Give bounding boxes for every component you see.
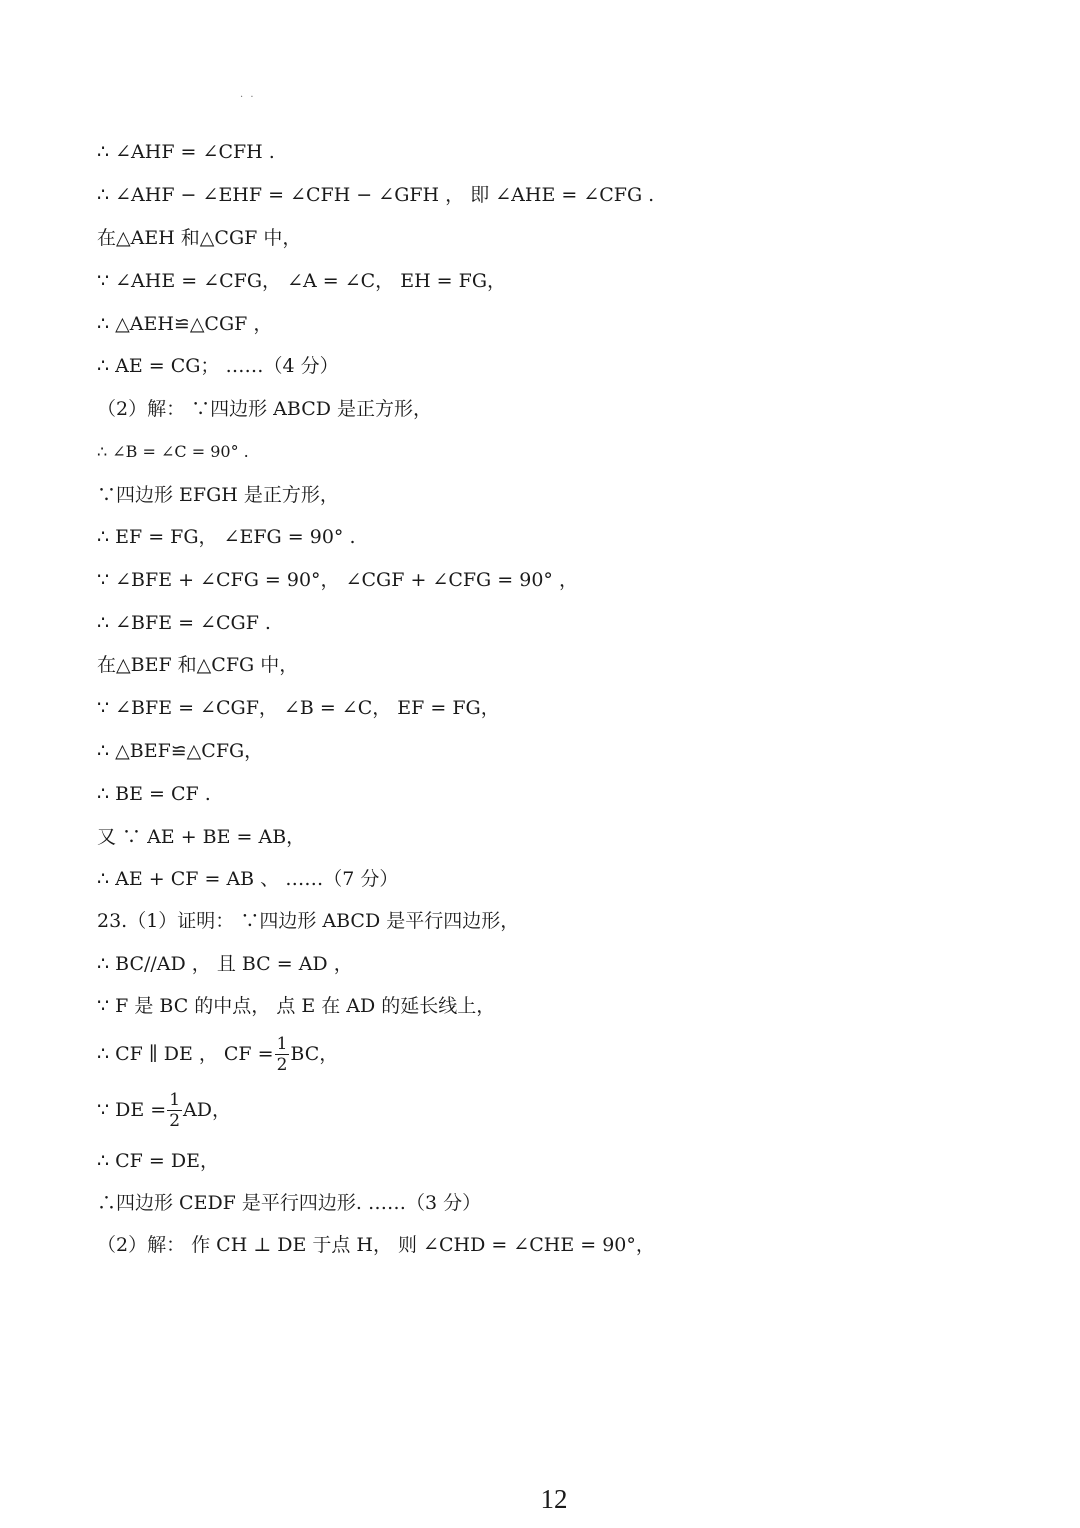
solution-line: ∵ ∠BFE = ∠CGF， ∠B = ∠C， EF = FG， bbox=[97, 697, 500, 719]
page-number: 12 bbox=[540, 1484, 568, 1514]
fraction-line-prefix: ∵ DE = bbox=[97, 1099, 167, 1121]
solution-line: 在△AEH 和△CGF 中， bbox=[97, 227, 302, 249]
solution-line: ∴四边形 CEDF 是平行四边形. ……（3 分） bbox=[97, 1192, 482, 1214]
solution-line: ∴ ∠AHF = ∠CFH . bbox=[97, 141, 275, 163]
solution-line: ∵ F 是 BC 的中点， 点 E 在 AD 的延长线上， bbox=[97, 995, 496, 1017]
solution-line-fraction bbox=[97, 1032, 338, 1076]
solution-line: （2）解： ∵四边形 ABCD 是正方形， bbox=[97, 398, 433, 420]
solution-line: ∴ BE = CF . bbox=[97, 783, 211, 805]
solution-line: （2）解： 作 CH ⊥ DE 于点 H， 则 ∠CHD = ∠CHE = 90°， bbox=[97, 1234, 655, 1256]
solution-line-fraction bbox=[97, 1088, 231, 1132]
fraction bbox=[275, 1034, 290, 1075]
solution-line: ∴ ∠AHF − ∠EHF = ∠CFH − ∠GFH ， 即 ∠AHE = ∠CFG . bbox=[97, 184, 655, 206]
fraction-line-suffix: BC， bbox=[290, 1043, 339, 1065]
solution-line: ∵ ∠BFE + ∠CFG = 90°， ∠CGF + ∠CFG = 90° ， bbox=[97, 569, 578, 591]
fraction-numerator: 1 bbox=[169, 1089, 181, 1110]
solution-line: ∴ CF = DE， bbox=[97, 1150, 219, 1172]
fraction-line-prefix: ∴ CF ∥ DE ， CF = bbox=[97, 1043, 274, 1065]
solution-line: ∴ △AEH≌△CGF ， bbox=[97, 313, 273, 335]
solution-line: ∵ ∠AHE = ∠CFG， ∠A = ∠C， EH = FG， bbox=[97, 270, 507, 292]
solution-line: ∴ BC//AD ， 且 BC = AD ， bbox=[97, 953, 353, 975]
fraction-denominator: 2 bbox=[276, 1054, 288, 1075]
solution-line: ∴ AE + CF = AB 、 ……（7 分） bbox=[97, 868, 399, 890]
solution-line: 在△BEF 和△CFG 中， bbox=[97, 654, 299, 676]
solution-line: ∴ EF = FG， ∠EFG = 90° . bbox=[97, 526, 356, 548]
fraction bbox=[167, 1090, 182, 1131]
solution-line: ∴ △BEF≌△CFG， bbox=[97, 740, 264, 762]
solution-line: 23.（1）证明： ∵四边形 ABCD 是平行四边形， bbox=[97, 910, 520, 932]
solution-line: ∴ AE = CG； ……（4 分） bbox=[97, 355, 339, 377]
fraction-line-suffix: AD， bbox=[183, 1099, 231, 1121]
scan-mark: · · bbox=[240, 92, 256, 103]
solution-line: ∴ ∠BFE = ∠CGF . bbox=[97, 612, 271, 634]
solution-line: ∵四边形 EFGH 是正方形， bbox=[97, 484, 339, 506]
fraction-denominator: 2 bbox=[169, 1110, 181, 1131]
solution-line: 又 ∵ AE + BE = AB， bbox=[97, 826, 306, 848]
fraction-numerator: 1 bbox=[276, 1033, 288, 1054]
solution-line: ∴ ∠B = ∠C = 90° . bbox=[97, 442, 249, 461]
